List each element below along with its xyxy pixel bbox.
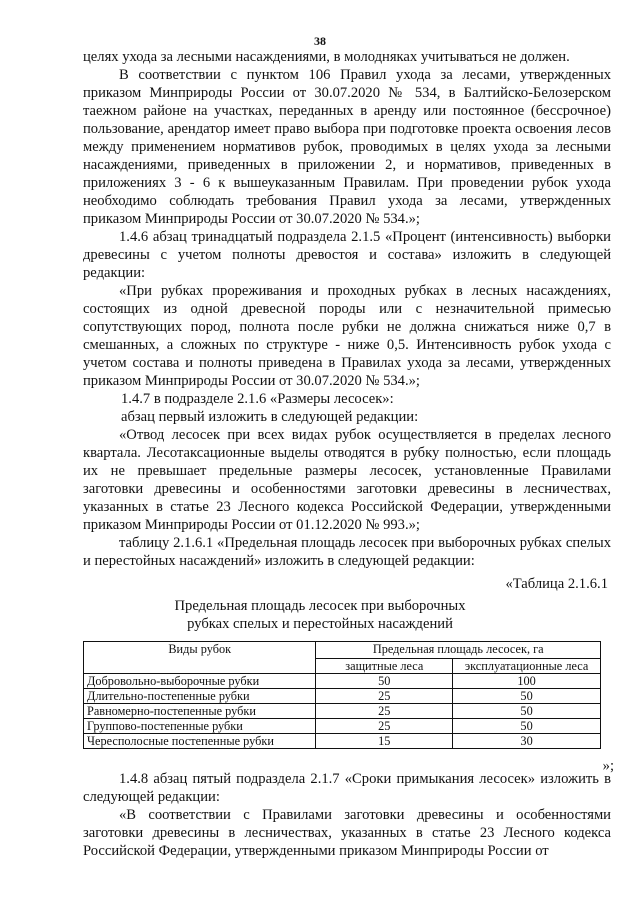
cutting-area-table (83, 641, 601, 749)
row-name: Группово-постепенные рубки (84, 719, 316, 734)
row-protective-value: 25 (316, 704, 453, 719)
paragraph-first-abzac: абзац первый изложить в следующей редакции: (121, 409, 419, 425)
table-title-line-2: рубках спелых и перестойных насаждений (187, 616, 453, 632)
paragraph-adjacency-quote: «В соответствии с Правилами заготовки древесины и особенностями заготовки древесины в лесничествах, указанных в статье 23 Лесного кодекса Российской Федерации, утвержденными приказом Минприроды России от (83, 807, 611, 859)
paragraph-amendment-1-4-8: 1.4.8 абзац пятый подраздела 2.1.7 «Сроки примыкания лесосек» изложить в следующей редакции: (83, 771, 611, 805)
paragraph-continuation: целях ухода за лесными насаждениями, в молодняках учитываться не должен. (83, 49, 570, 65)
paragraph-amendment-1-4-6: 1.4.6 абзац тринадцатый подраздела 2.1.5 «Процент (интенсивность) выборки древесины с учетом полноты древостоя и состава» изложить в следующей редакции: (83, 229, 611, 281)
table-row (84, 734, 601, 749)
header-exploitation-forests: эксплуатационные леса (453, 659, 601, 674)
paragraph-thinning-quote: «При рубках прореживания и проходных рубках в лесных насаждениях, состоящих из одной древесной породы или с незначительной примесью сопутствующих пород, полнота после рубки не должна снижаться ниже 0,7 в смешанных, а сложных по структуре - ниже 0,5. Интенсивность рубок ухода с учетом состава и полноты приведена в Правилах ухода за лесами, утвержденных приказом Минприроды России от 30.07.2020 № 534.»; (83, 283, 611, 389)
row-name: Добровольно-выборочные рубки (84, 674, 316, 689)
paragraph-table-intro: таблицу 2.1.6.1 «Предельная площадь лесосек при выборочных рубках спелых и перестойных насаждений» изложить в следующей редакции: (83, 535, 611, 569)
row-name: Равномерно-постепенные рубки (84, 704, 316, 719)
paragraph-cutting-area-quote: «Отвод лесосек при всех видах рубок осуществляется в пределах лесного квартала. Лесотаксационные выделы отводятся в рубку полностью, если площадь их не превышает предельные размеры лесосек, установленные Правилами заготовки древесины и особенностями заготовки древесины в лесничествах, указанных в статье 23 Лесного кодекса Российской Федерации, утвержденными приказом Минприроды России от 01.12.2020 № 993.»; (83, 427, 611, 533)
row-name: Чересполосные постепенные рубки (84, 734, 316, 749)
table-title (0, 597, 640, 633)
table-header-row (84, 642, 601, 659)
paragraph-amendment-1-4-7: 1.4.7 в подразделе 2.1.6 «Размеры лесосек»: (121, 391, 394, 407)
table-row (84, 704, 601, 719)
row-protective-value: 15 (316, 734, 453, 749)
body-text (83, 48, 611, 570)
table-row (84, 719, 601, 734)
row-protective-value: 25 (316, 719, 453, 734)
row-protective-value: 25 (316, 689, 453, 704)
paragraph-rules-reference: В соответствии с пунктом 106 Правил ухода за лесами, утвержденных приказом Минприроды России от 30.07.2020 № 534, в Балтийско-Белозерском таежном районе на участках, переданных в аренду или постоянное (бессрочное) пользование, арендатор имеет право выбора при подготовке проекта освоения лесов между применением нормативов рубок, проводимых в целях ухода за лесными насаждениями, приведенных в приложении 2, и нормативов, приведенных в приложениях 3 - 6 к вышеуказанным Правилам. При проведении рубок ухода необходимо соблюдать требования Правил ухода за лесами, утвержденных приказом Минприроды России от 30.07.2020 № 534.»; (83, 67, 611, 227)
row-exploitation-value: 30 (453, 734, 601, 749)
table-row (84, 689, 601, 704)
table-closing-quote: »; (602, 758, 614, 774)
row-exploitation-value: 100 (453, 674, 601, 689)
header-protective-forests: защитные леса (316, 659, 453, 674)
row-exploitation-value: 50 (453, 704, 601, 719)
row-exploitation-value: 50 (453, 719, 601, 734)
body-text-after-table (83, 770, 611, 860)
header-max-area: Предельная площадь лесосек, га (316, 642, 601, 659)
row-exploitation-value: 50 (453, 689, 601, 704)
table-caption: «Таблица 2.1.6.1 (505, 576, 608, 592)
row-protective-value: 50 (316, 674, 453, 689)
page-number: 38 (314, 34, 326, 48)
table-row (84, 674, 601, 689)
row-name: Длительно-постепенные рубки (84, 689, 316, 704)
table-title-line-1: Предельная площадь лесосек при выборочных (174, 598, 466, 614)
header-cutting-type: Виды рубок (84, 642, 316, 674)
